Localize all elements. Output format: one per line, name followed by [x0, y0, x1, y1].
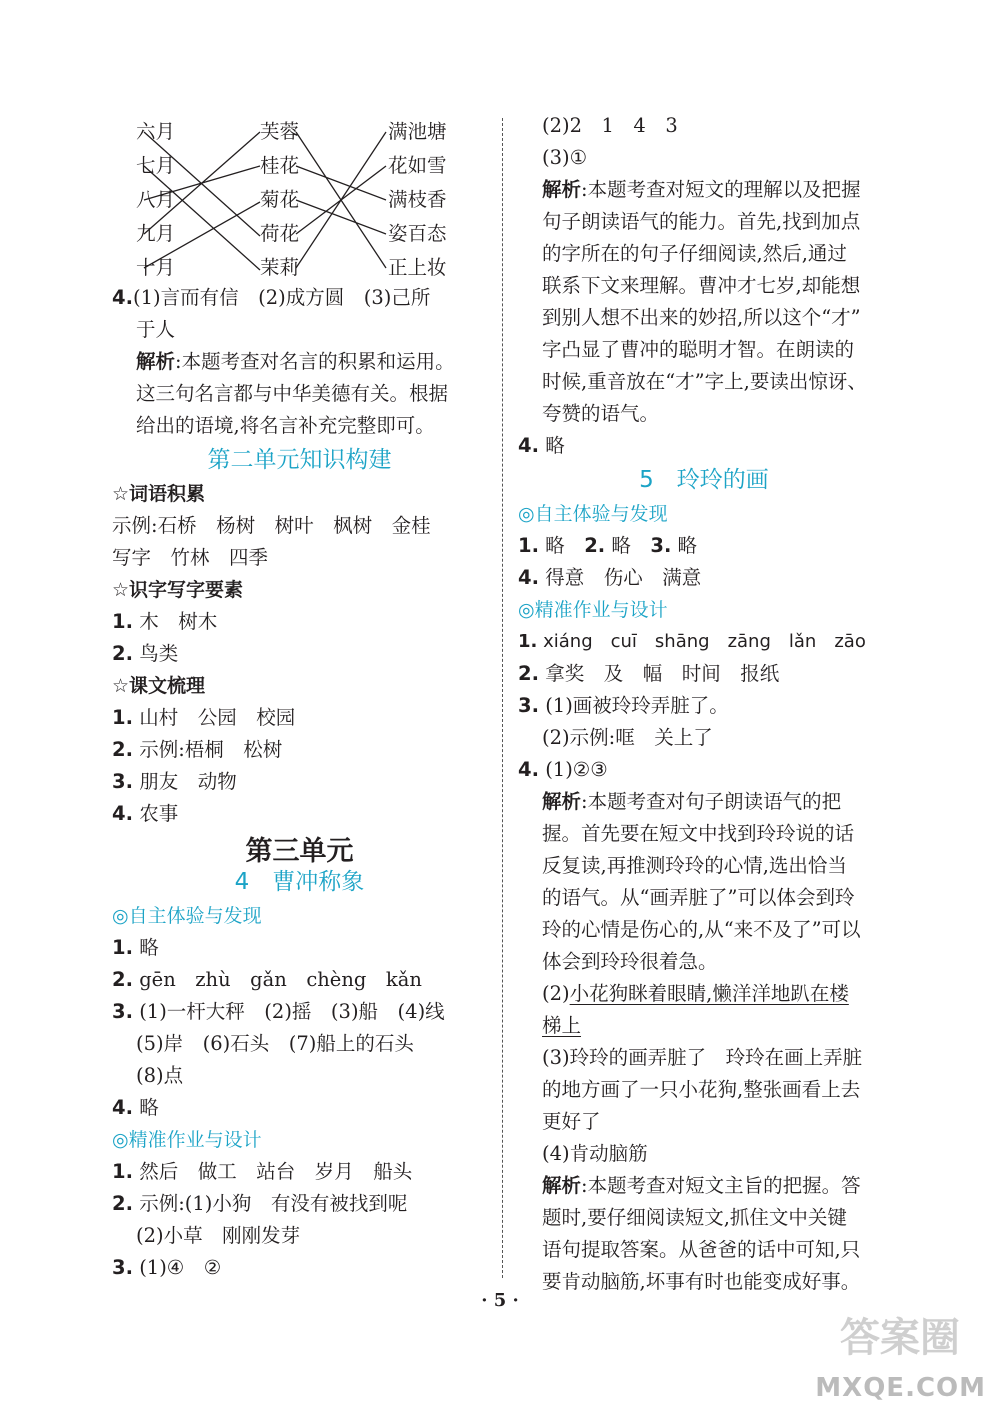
analysis-line [518, 1170, 890, 1202]
question-number: 2. [112, 968, 133, 991]
answer-text: 略 [545, 434, 565, 457]
answer-line [518, 1010, 890, 1042]
page-number: · 5 · [481, 1290, 519, 1311]
answer-text: 略 [139, 936, 159, 959]
answer-line: (8)点 [136, 1064, 184, 1087]
answer-line: (2)2 1 4 3 [542, 114, 678, 137]
analysis-line: 句子朗读语气的能力。首先,找到加点 [542, 210, 861, 233]
flower-word: 芙蓉 [260, 120, 300, 143]
question-number: 2. [518, 662, 539, 685]
answer-text: 然后 做工 站台 岁月 船头 [139, 1160, 413, 1183]
answer-line [112, 1188, 487, 1220]
analysis-line: 握。首先要在短文中找到玲玲说的话 [542, 822, 855, 845]
analysis-line: 时候,重音放在“才”字上,要读出惊讶、 [542, 370, 867, 393]
analysis-line: 体会到玲玲很着急。 [542, 950, 718, 973]
analysis-label: 解析 [542, 178, 582, 201]
answer-text: 鸟类 [139, 642, 179, 665]
answer-line [112, 1156, 487, 1188]
right-column [518, 110, 890, 1298]
section-header: ☆课文梳理 [112, 675, 206, 697]
analysis-line [518, 786, 890, 818]
month-word: 七月 [136, 154, 176, 177]
underlined-answer: 小花狗眯着眼睛,懒洋洋地趴在楼 [569, 982, 849, 1005]
question-number: 1. [112, 1160, 133, 1183]
answer-line: (3)玲玲的画弄脏了 玲玲在画上弄脏 [542, 1046, 863, 1069]
analysis-text: :本题考查对句子朗读语气的把 [581, 790, 842, 813]
analysis-text: :本题考查对短文主旨的把握。答 [581, 1174, 861, 1197]
matching-exercise [112, 110, 487, 282]
answer-line [518, 530, 890, 562]
question-number: 1. [112, 936, 133, 959]
underlined-answer: 梯上 [542, 1014, 582, 1037]
question-number: 3. [112, 1000, 133, 1023]
question-number: 2. [112, 1192, 133, 1215]
answer-text: gēn zhù gǎn chèng kǎn [139, 968, 422, 991]
left-column [112, 110, 487, 1284]
flower-word: 桂花 [260, 154, 300, 177]
watermark-text: MXQE.COM [815, 1373, 986, 1403]
answer-line: 写字 竹林 四季 [112, 546, 269, 569]
month-word: 六月 [136, 120, 176, 143]
phrase-word: 正上妆 [388, 256, 447, 279]
answer-line [112, 798, 487, 830]
question-number: 4. [112, 286, 133, 309]
answer-line [112, 996, 487, 1028]
analysis-line: 玲的心情是伤心的,从“来不及了”可以 [542, 918, 861, 941]
pinyin-text: xiáng cuī shāng zāng lǎn zāo [543, 631, 866, 652]
answer-text: 略 [671, 534, 698, 557]
answer-text: (1)一杆大秤 (2)摇 (3)船 (4)线 [139, 1000, 445, 1023]
analysis-line: 要肯动脑筋,坏事有时也能变成好事。 [542, 1270, 861, 1293]
answer-text: 示例:梧桐 松树 [139, 738, 283, 761]
answer-line: (5)岸 (6)石头 (7)船上的石头 [136, 1032, 414, 1055]
answer-line: (4)肯动脑筋 [542, 1142, 648, 1165]
question-number: 2. [584, 534, 606, 557]
answer-text: (2) [542, 982, 570, 1005]
answer-text: (1)画被玲玲弄脏了。 [545, 694, 729, 717]
question-number: 4. [518, 566, 539, 589]
match-line [296, 166, 386, 200]
question-number: 3. [112, 770, 133, 793]
answer-text: 得意 伤心 满意 [545, 566, 702, 589]
analysis-label: 解析 [136, 350, 176, 373]
answer-line [518, 626, 890, 658]
question-number: 1. [112, 706, 133, 729]
match-line [296, 200, 386, 234]
section-header: ◎自主体验与发现 [518, 503, 668, 525]
watermark-logo: 答案圈 [840, 1315, 960, 1361]
answer-line [518, 754, 890, 786]
answer-text: 示例:(1)小狗 有没有被找到呢 [139, 1192, 408, 1215]
column-divider [502, 118, 503, 1278]
unit3-title: 第三单元 [245, 836, 354, 867]
question-number: 3. [650, 534, 672, 557]
answer-line: (3)① [542, 146, 588, 169]
phrase-word: 姿百态 [388, 222, 447, 245]
question-number: 3. [518, 694, 539, 717]
analysis-label: 解析 [542, 1174, 582, 1197]
answer-line: (2)示例:哐 关上了 [542, 726, 713, 749]
section-header: ☆词语积累 [112, 483, 206, 505]
section-header: ◎自主体验与发现 [112, 905, 262, 927]
analysis-line: 字凸显了曹冲的聪明才智。在朗读的 [542, 338, 855, 361]
question-number: 2. [112, 642, 133, 665]
analysis-line [112, 346, 487, 378]
answer-text: (1)④ ② [139, 1256, 222, 1279]
answer-line [112, 1252, 487, 1284]
answer-line: 于人 [136, 318, 176, 341]
question-number: 4. [518, 758, 539, 781]
analysis-line: 语句提取答案。从爸爸的话中可知,只 [542, 1238, 861, 1261]
answer-text: (1)②③ [545, 758, 608, 781]
analysis-line: 的语气。从“画弄脏了”可以体会到玲 [542, 886, 855, 909]
section-header: ☆识字写字要素 [112, 579, 244, 601]
month-word: 十月 [136, 256, 176, 279]
question-number: 3. [112, 1256, 133, 1279]
flower-word: 菊花 [260, 188, 300, 211]
answer-line: 的地方画了一只小花狗,整张画看上去 [542, 1078, 861, 1101]
answer-line [518, 978, 890, 1010]
answer-line [518, 562, 890, 594]
question-number: 4. [112, 802, 133, 825]
answer-text: 略 [605, 534, 651, 557]
lesson4-title: 4 曹冲称象 [234, 869, 365, 895]
answer-line [112, 1092, 487, 1124]
question-number: 2. [112, 738, 133, 761]
answer-line: 更好了 [542, 1110, 601, 1133]
lesson5-title: 5 玲玲的画 [639, 467, 769, 493]
question-number: 4. [518, 434, 539, 457]
answer-text: 农事 [139, 802, 179, 825]
flower-word: 荷花 [260, 222, 300, 245]
answer-line [112, 766, 487, 798]
analysis-label: 解析 [542, 790, 582, 813]
answer-text: 山村 公园 校园 [139, 706, 296, 729]
analysis-line: 给出的语境,将名言补充完整即可。 [136, 414, 435, 437]
question-number: 1. [518, 631, 538, 652]
answer-text: 木 树木 [139, 610, 218, 633]
phrase-word: 满枝香 [388, 188, 447, 211]
analysis-line: 反复读,再推测玲玲的心情,选出恰当 [542, 854, 847, 877]
phrase-word: 花如雪 [388, 154, 447, 177]
unit2-title: 第二单元知识构建 [207, 447, 392, 473]
section-header: ◎精准作业与设计 [518, 599, 668, 621]
month-word: 九月 [136, 222, 176, 245]
question-number: 1. [112, 610, 133, 633]
answer-line [518, 430, 890, 462]
answer-text: 拿奖 及 幅 时间 报纸 [545, 662, 780, 685]
analysis-line: 联系下文来理解。曹冲才七岁,却能想 [542, 274, 861, 297]
phrase-word: 满池塘 [388, 120, 447, 143]
answer-line [112, 606, 487, 638]
month-word: 八月 [136, 188, 176, 211]
analysis-line: 的字所在的句子仔细阅读,然后,通过 [542, 242, 847, 265]
analysis-line: 到别人想不出来的妙招,所以这个“才” [542, 306, 861, 329]
answer-line [518, 690, 890, 722]
analysis-text: :本题考查对名言的积累和运用。 [175, 350, 455, 373]
answer-line [112, 702, 487, 734]
analysis-line: 题时,要仔细阅读短文,抓住文中关键 [542, 1206, 847, 1229]
answer-line: (2)小草 刚刚发芽 [136, 1224, 301, 1247]
section-header: ◎精准作业与设计 [112, 1129, 262, 1151]
answer-line [112, 734, 487, 766]
analysis-line [518, 174, 890, 206]
question-number: 4. [112, 1096, 133, 1119]
answer-line [112, 964, 487, 996]
flower-word: 茉莉 [260, 256, 300, 279]
analysis-line: 这三句名言都与中华美德有关。根据 [136, 382, 449, 405]
analysis-line: 夸赞的语气。 [542, 402, 660, 425]
question-number: 1. [518, 534, 539, 557]
answer-line [112, 932, 487, 964]
answer-line [112, 638, 487, 670]
answer-text: (1)言而有信 (2)成方圆 (3)己所 [132, 286, 431, 309]
answer-line: 示例:石桥 杨树 树叶 枫树 金桂 [112, 514, 431, 537]
answer-text: 略 [538, 534, 585, 557]
analysis-text: :本题考查对短文的理解以及把握 [581, 178, 861, 201]
answer-line [518, 658, 890, 690]
answer-text: 略 [139, 1096, 159, 1119]
answer-text: 朋友 动物 [139, 770, 237, 793]
answer-line [112, 282, 487, 314]
